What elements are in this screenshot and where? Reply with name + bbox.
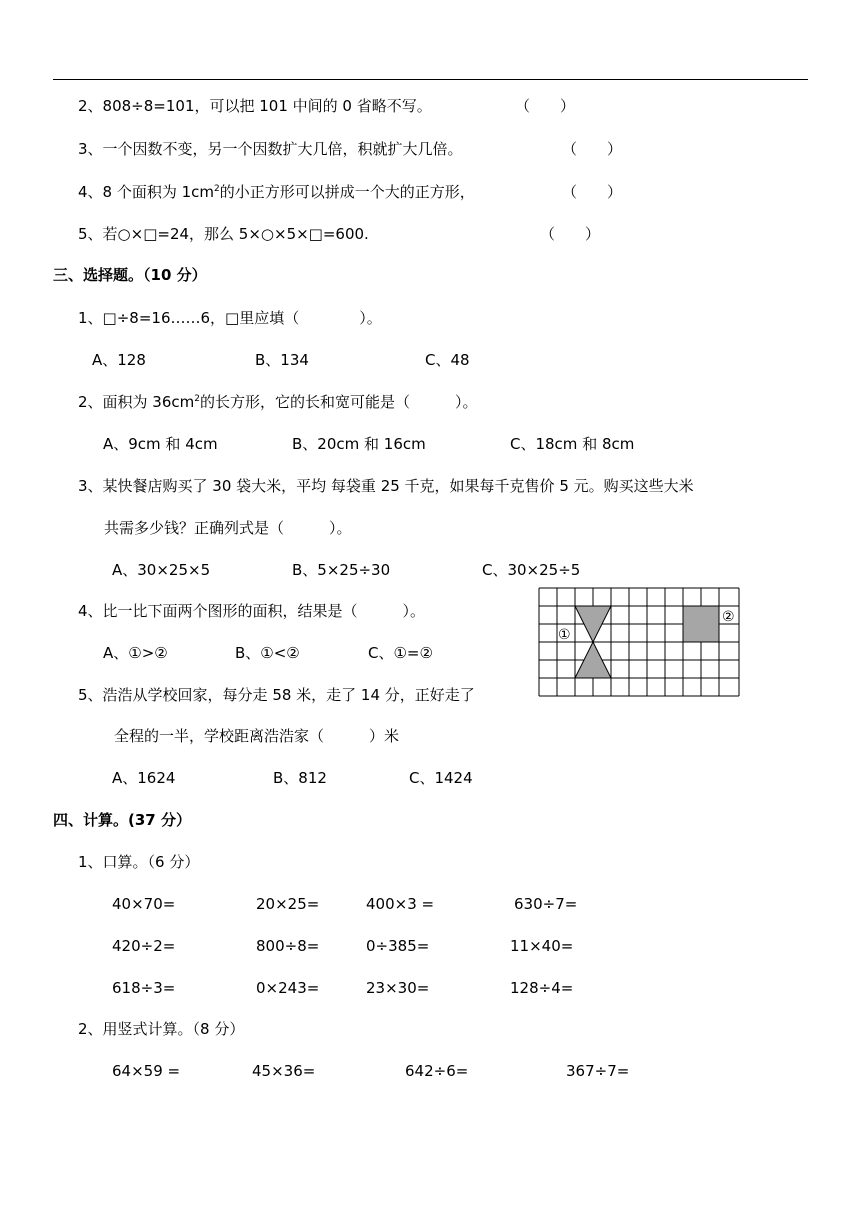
oral-item[interactable]: 20×25= xyxy=(256,895,320,913)
section-calc-title: 四、计算。 xyxy=(53,811,129,829)
oral-item[interactable]: 23×30= xyxy=(366,979,430,997)
oral-item[interactable]: 11×40= xyxy=(510,937,574,955)
vertical-item[interactable]: 45×36= xyxy=(252,1062,316,1080)
vertical-item[interactable]: 64×59 = xyxy=(112,1062,181,1080)
section-choice-heading xyxy=(53,265,207,285)
oral-item[interactable]: 420÷2= xyxy=(112,937,176,955)
choice-q2-post: 的长方形，它的长和宽可能是（ ）。 xyxy=(200,393,478,411)
choice-q4-option-a[interactable]: A、①>② xyxy=(103,644,168,662)
choice-q4-option-b[interactable]: B、①<② xyxy=(235,644,300,662)
shape-1-label: ① xyxy=(558,627,571,643)
shape-2-label: ② xyxy=(722,609,735,625)
section-choice-score: （10 分） xyxy=(143,266,207,284)
judge-q4-pre: 4、8 个面积为 1cm xyxy=(78,183,215,201)
judge-q5-answer-bracket[interactable]: （ ） xyxy=(540,225,601,243)
oral-item[interactable]: 800÷8= xyxy=(256,937,320,955)
judge-q3: 3、一个因数不变，另一个因数扩大几倍，积就扩大几倍。 xyxy=(78,140,463,158)
oral-item[interactable]: 0÷385= xyxy=(366,937,430,955)
choice-q1-option-b[interactable]: B、134 xyxy=(255,351,309,369)
choice-q2-stem xyxy=(78,392,478,412)
vertical-calc-title: 2、用竖式计算。（8 分） xyxy=(78,1020,245,1038)
choice-q3-stem-line1: 3、某快餐店购买了 30 袋大米，平均 每袋重 25 千克，如果每千克售价 5 元。购买这些大米 xyxy=(78,477,694,495)
choice-q5-option-a[interactable]: A、1624 xyxy=(112,769,176,787)
choice-q3-option-c[interactable]: C、30×25÷5 xyxy=(482,561,581,579)
section-calc-heading xyxy=(53,810,191,830)
oral-item[interactable]: 128÷4= xyxy=(510,979,574,997)
header-rule xyxy=(53,79,808,80)
choice-q1-option-c[interactable]: C、48 xyxy=(425,351,470,369)
oral-item[interactable]: 618÷3= xyxy=(112,979,176,997)
judge-q3-answer-bracket[interactable]: （ ） xyxy=(562,140,623,158)
choice-q4-option-c[interactable]: C、①=② xyxy=(368,644,433,662)
judge-q4-post: 的小正方形可以拼成一个大的正方形， xyxy=(219,183,475,201)
judge-q4 xyxy=(78,182,475,202)
choice-q1-stem: 1、□÷8=16……6，□里应填（ ）。 xyxy=(78,309,382,327)
judge-q4-answer-bracket[interactable]: （ ） xyxy=(562,183,623,201)
choice-q1-option-a[interactable]: A、128 xyxy=(92,351,146,369)
oral-item[interactable]: 630÷7= xyxy=(514,895,578,913)
choice-q4-stem: 4、比一比下面两个图形的面积，结果是（ ）。 xyxy=(78,602,426,620)
vertical-item[interactable]: 367÷7= xyxy=(566,1062,630,1080)
oral-item[interactable]: 400×3 = xyxy=(366,895,435,913)
choice-q5-option-c[interactable]: C、1424 xyxy=(409,769,473,787)
area-comparison-grid xyxy=(538,587,742,699)
choice-q2-option-b[interactable]: B、20cm 和 16cm xyxy=(292,435,426,453)
judge-q5: 5、若○×□=24，那么 5×○×5×□=600. xyxy=(78,225,369,243)
choice-q3-stem-line2: 共需多少钱？正确列式是（ ）。 xyxy=(104,519,352,537)
judge-q4-sup: 2 xyxy=(214,184,220,194)
choice-q5-stem-line1: 5、浩浩从学校回家，每分走 58 米，走了 14 分，正好走了 xyxy=(78,686,475,704)
choice-q3-option-b[interactable]: B、5×25÷30 xyxy=(292,561,391,579)
choice-q2-pre: 2、面积为 36cm xyxy=(78,393,195,411)
oral-item[interactable]: 0×243= xyxy=(256,979,320,997)
choice-q2-option-c[interactable]: C、18cm 和 8cm xyxy=(510,435,635,453)
choice-q2-sup: 2 xyxy=(194,394,200,404)
choice-q5-stem-line2: 全程的一半，学校距离浩浩家（ ）米 xyxy=(114,727,400,745)
oral-calc-title: 1、口算。（6 分） xyxy=(78,853,200,871)
vertical-item[interactable]: 642÷6= xyxy=(405,1062,469,1080)
shape-2-square xyxy=(683,606,719,642)
choice-q2-option-a[interactable]: A、9cm 和 4cm xyxy=(103,435,218,453)
section-choice-title: 三、选择题。 xyxy=(53,266,144,284)
oral-item[interactable]: 40×70= xyxy=(112,895,176,913)
judge-q2-answer-bracket[interactable]: （ ） xyxy=(515,97,576,115)
judge-q2: 2、808÷8=101，可以把 101 中间的 0 省略不写。 xyxy=(78,97,432,115)
section-calc-score: (37 分） xyxy=(128,811,191,829)
choice-q3-option-a[interactable]: A、30×25×5 xyxy=(112,561,211,579)
choice-q5-option-b[interactable]: B、812 xyxy=(273,769,327,787)
